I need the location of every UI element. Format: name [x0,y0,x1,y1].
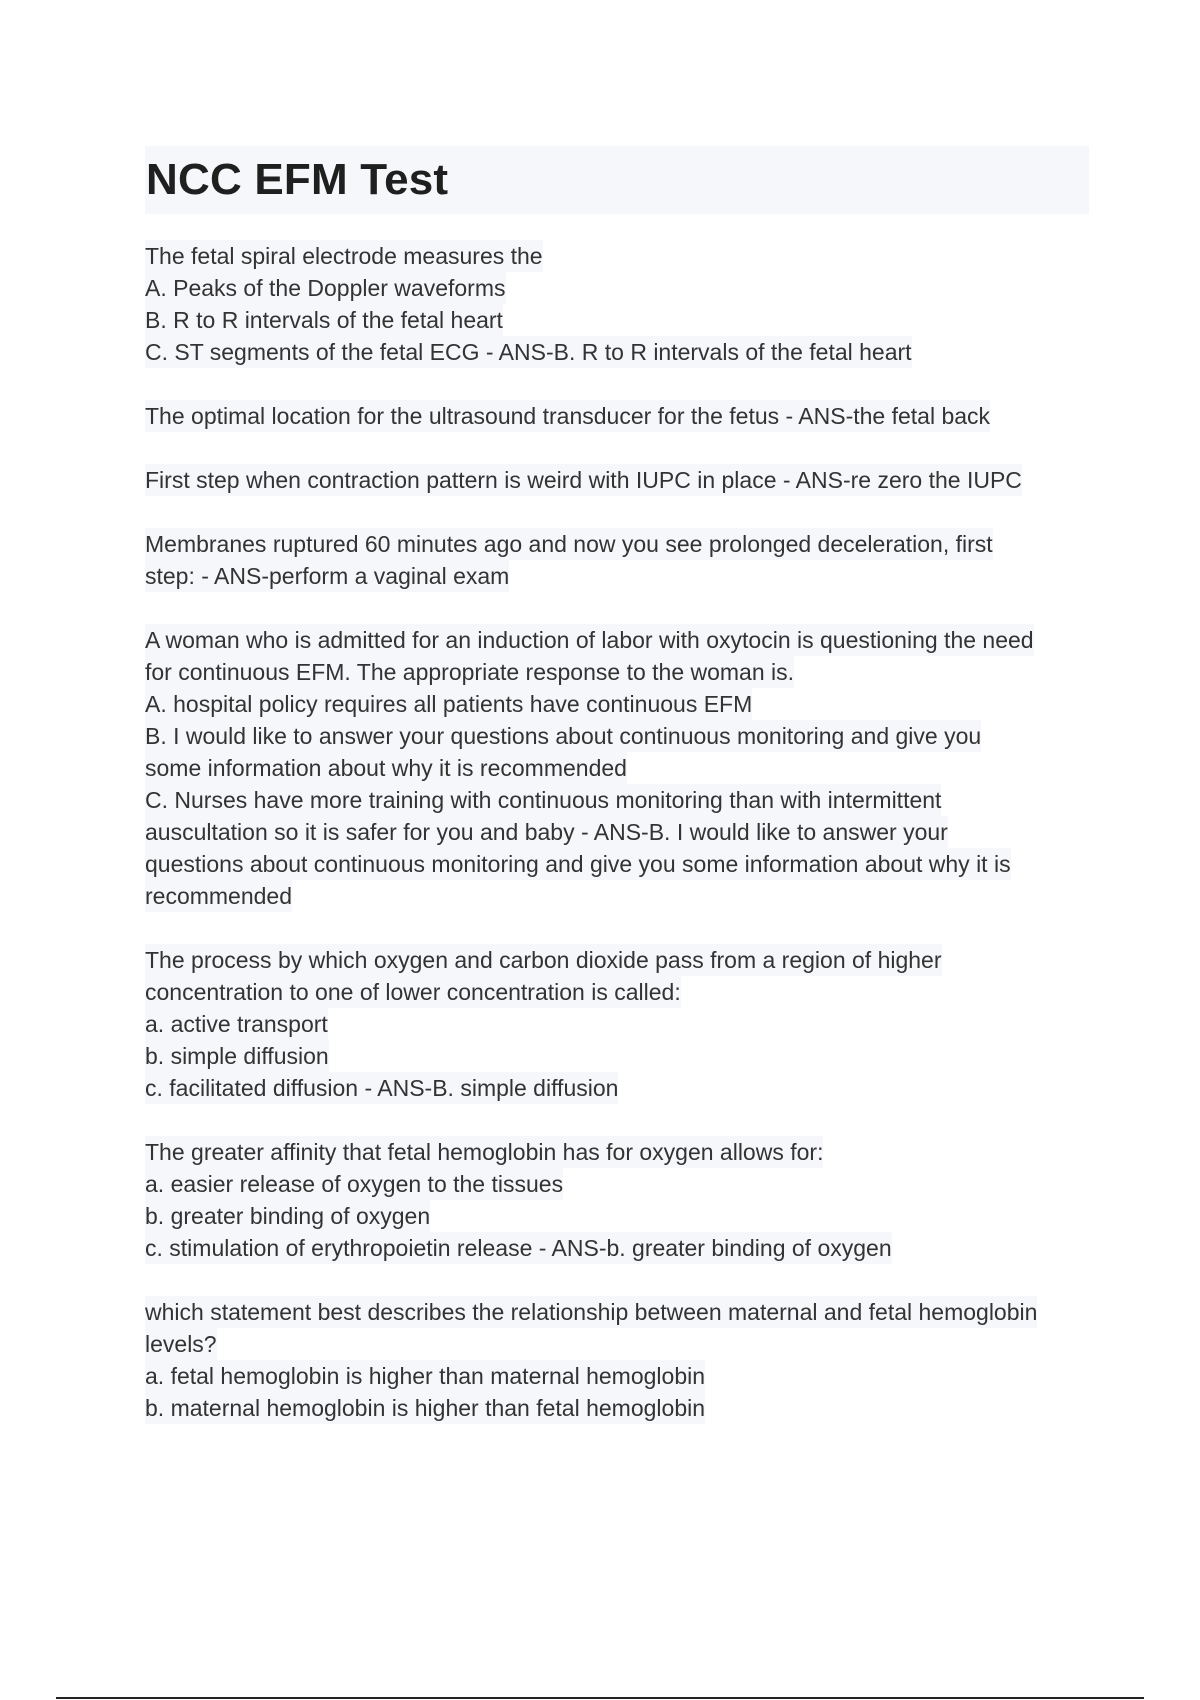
option-line: b. maternal hemoglobin is higher than fetal hemoglobin [145,1392,705,1424]
answer-line: First step when contraction pattern is weird with IUPC in place - ANS-re zero the IUPC [145,464,1022,496]
option-line: some information about why it is recommended [145,752,627,784]
question-item-3 [145,464,1089,496]
option-line: a. easier release of oxygen to the tissues [145,1168,563,1200]
option-line: a. fetal hemoglobin is higher than maternal hemoglobin [145,1360,705,1392]
option-line: A. Peaks of the Doppler waveforms [145,272,506,304]
answer-line: auscultation so it is safer for you and baby - ANS-B. I would like to answer your [145,816,948,848]
question-line: The process by which oxygen and carbon dioxide pass from a region of higher [145,944,942,976]
page-title: NCC EFM Test [146,155,449,204]
question-line: levels? [145,1328,217,1360]
answer-line: questions about continuous monitoring and give you some information about why it is [145,848,1011,880]
question-line: Membranes ruptured 60 minutes ago and now you see prolonged deceleration, first [145,528,993,560]
question-item-2 [145,400,1089,432]
question-item-6 [145,944,1089,1104]
answer-line: recommended [145,880,292,912]
question-item-7 [145,1136,1089,1264]
answer-line: The optimal location for the ultrasound transducer for the fetus - ANS-the fetal back [145,400,990,432]
question-line: The fetal spiral electrode measures the [145,240,543,272]
title-bar [145,146,1089,214]
question-item-1 [145,240,1089,368]
page-bottom-rule [56,1697,1144,1699]
option-line: b. greater binding of oxygen [145,1200,430,1232]
option-line: b. simple diffusion [145,1040,329,1072]
answer-line: c. facilitated diffusion - ANS-B. simple diffusion [145,1072,618,1104]
question-item-8 [145,1296,1089,1424]
question-line: concentration to one of lower concentration is called: [145,976,681,1008]
question-line: A woman who is admitted for an induction of labor with oxytocin is questioning the need [145,624,1034,656]
document-page [145,146,1089,1456]
answer-line: c. stimulation of erythropoietin release - ANS-b. greater binding of oxygen [145,1232,892,1264]
question-line: for continuous EFM. The appropriate response to the woman is. [145,656,794,688]
option-line: C. Nurses have more training with continuous monitoring than with intermittent [145,784,941,816]
question-item-4 [145,528,1089,592]
question-line: The greater affinity that fetal hemoglobin has for oxygen allows for: [145,1136,823,1168]
question-list [145,240,1089,1424]
option-line: a. active transport [145,1008,328,1040]
option-line: A. hospital policy requires all patients have continuous EFM [145,688,752,720]
question-line: which statement best describes the relationship between maternal and fetal hemoglobin [145,1296,1037,1328]
answer-line: C. ST segments of the fetal ECG - ANS-B. R to R intervals of the fetal heart [145,336,912,368]
option-line: B. R to R intervals of the fetal heart [145,304,503,336]
question-item-5 [145,624,1089,912]
answer-line: step: - ANS-perform a vaginal exam [145,560,509,592]
option-line: B. I would like to answer your questions about continuous monitoring and give you [145,720,981,752]
